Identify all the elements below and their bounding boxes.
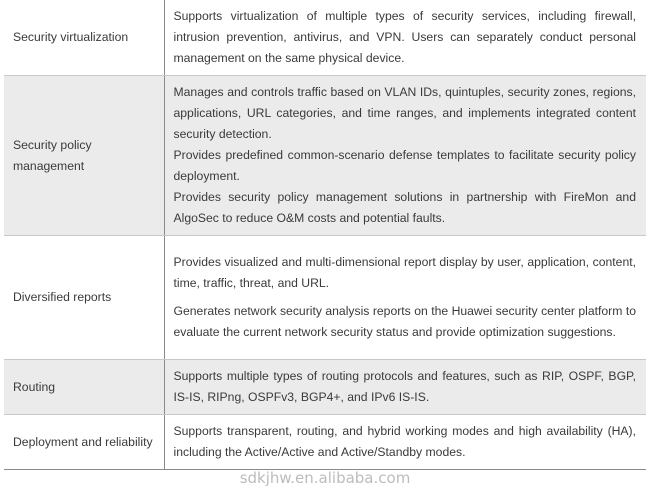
- feature-name: Security policy management: [4, 76, 164, 236]
- description-paragraph: Supports transparent, routing, and hybrid working modes and high availability (HA), including the Active/Active and Active/Standby modes.: [173, 424, 636, 459]
- description-paragraph: Provides visualized and multi-dimensional report display by user, application, content, time, traffic, threat, and URL.: [173, 255, 636, 290]
- table-row: [4, 0, 646, 76]
- feature-description: [164, 415, 646, 470]
- description-paragraph: Provides security policy management solutions in partnership with FireMon and AlgoSec to reduce O&M costs and potential faults.: [173, 190, 636, 225]
- description-paragraph: Provides predefined common-scenario defense templates to facilitate security policy deployment.: [173, 148, 636, 183]
- feature-description: [164, 360, 646, 415]
- feature-description: [164, 0, 646, 76]
- table-row: [4, 415, 646, 470]
- feature-name: Routing: [4, 360, 164, 415]
- description-paragraph: Manages and controls traffic based on VLAN IDs, quintuples, security zones, regions, applications, URL categories, and time ranges, and implements integrated content security detection.: [173, 85, 636, 141]
- feature-name: Deployment and reliability: [4, 415, 164, 470]
- table-row: [4, 76, 646, 236]
- feature-description: [164, 76, 646, 236]
- feature-name: Diversified reports: [4, 236, 164, 360]
- watermark: sdkjhw.en.alibaba.com: [239, 469, 411, 487]
- feature-spec-table: [4, 0, 646, 470]
- description-paragraph: Generates network security analysis reports on the Huawei security center platform to evaluate the current network security status and provide optimization suggestions.: [173, 304, 636, 339]
- table-row: [4, 236, 646, 360]
- description-paragraph: Supports virtualization of multiple types of security services, including firewall, intrusion prevention, antivirus, and VPN. Users can separately conduct personal management on the same physical device.: [173, 9, 636, 65]
- description-paragraph: Supports multiple types of routing protocols and features, such as RIP, OSPF, BGP, IS-IS, RIPng, OSPFv3, BGP4+, and IPv6 IS-IS.: [173, 369, 636, 404]
- feature-name: Security virtualization: [4, 0, 164, 76]
- feature-description: [164, 236, 646, 360]
- table-row: [4, 360, 646, 415]
